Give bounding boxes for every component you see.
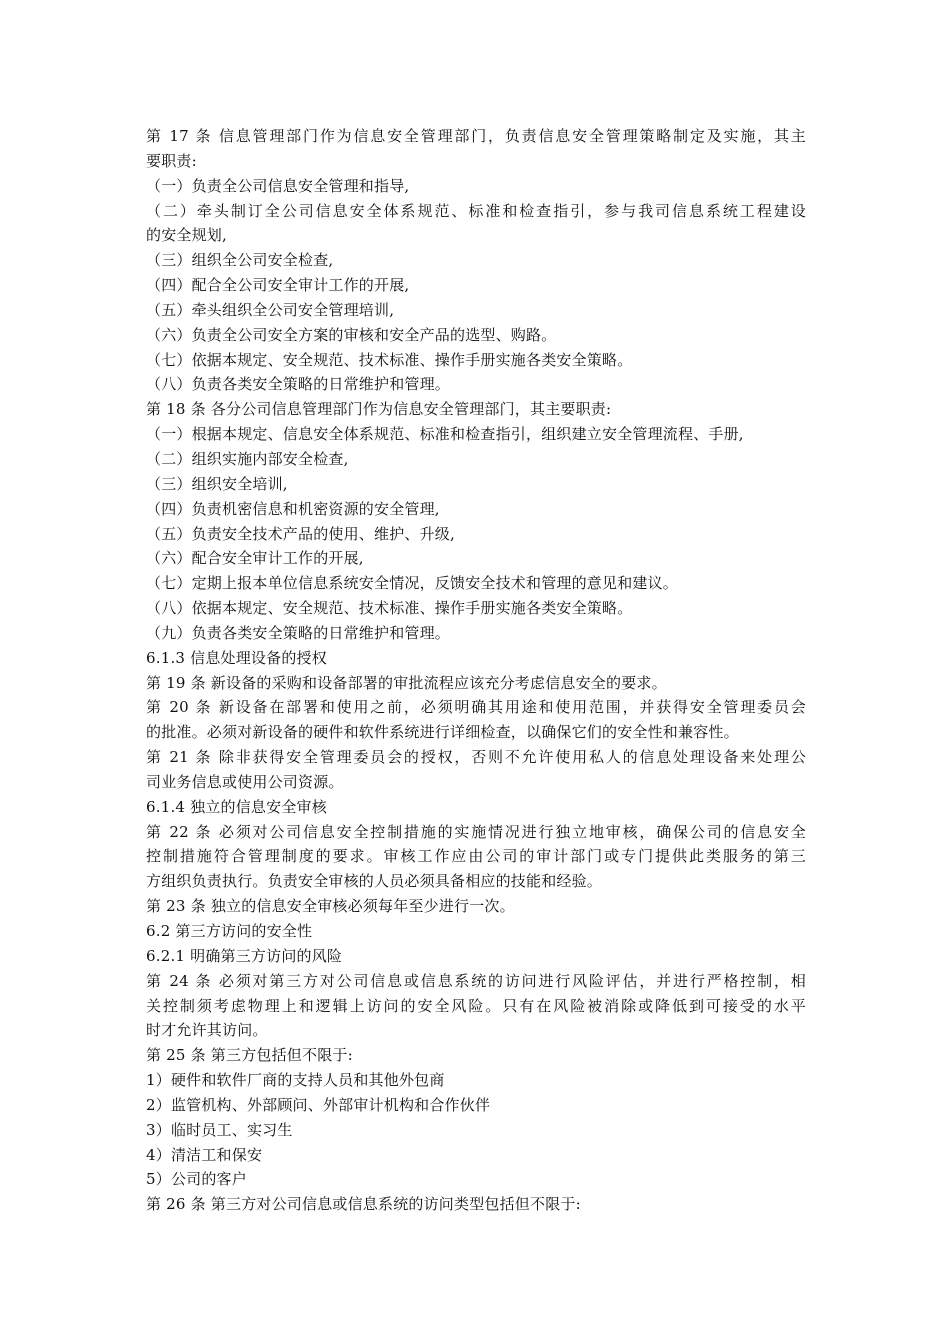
text-line: （一）负责全公司信息安全管理和指导, bbox=[146, 176, 410, 195]
section-heading: 6.2.1 明确第三方访问的风险 bbox=[146, 946, 343, 965]
text-line: （二）牵头制订全公司信息安全体系规范、标准和检查指引，参与我司信息系统工程建设 bbox=[146, 201, 806, 220]
text-line: （一）根据本规定、信息安全体系规范、标准和检查指引，组织建立安全管理流程、手册, bbox=[146, 425, 744, 444]
text-line: （四）配合全公司安全审计工作的开展, bbox=[146, 276, 410, 295]
text-line: （八）负责各类安全策略的日常维护和管理。 bbox=[146, 375, 451, 394]
text-line: 司业务信息或使用公司资源。 bbox=[146, 772, 344, 791]
text-line: 第 21 条 除非获得安全管理委员会的授权，否则不允许使用私人的信息处理设备来处理公 bbox=[146, 748, 806, 767]
text-line: （五）负责安全技术产品的使用、维护、升级, bbox=[146, 524, 455, 543]
section-heading: 6.2 第三方访问的安全性 bbox=[146, 922, 313, 940]
text-line: （五）牵头组织全公司安全管理培训, bbox=[146, 300, 395, 319]
text-line: 第 24 条 必须对第三方对公司信息或信息系统的访问进行风险评估，并进行严格控制，相 bbox=[146, 971, 806, 990]
text-line: 第 23 条 独立的信息安全审核必须每年至少进行一次。 bbox=[146, 897, 515, 916]
text-line: （八）依据本规定、安全规范、技术标准、操作手册实施各类安全策略。 bbox=[146, 599, 633, 618]
text-line: （七）依据本规定、安全规范、技术标准、操作手册实施各类安全策略。 bbox=[146, 350, 633, 369]
list-item: 2）监管机构、外部顾问、外部审计机构和合作伙伴 bbox=[146, 1095, 491, 1114]
text-line: 的批准。必须对新设备的硬件和软件系统进行详细检查，以确保它们的安全性和兼容性。 bbox=[146, 723, 739, 742]
document-body bbox=[146, 124, 806, 1217]
text-line: 控制措施符合管理制度的要求。审核工作应由公司的审计部门或专门提供此类服务的第三 bbox=[146, 847, 806, 866]
text-line: 第 17 条 信息管理部门作为信息安全管理部门，负责信息安全管理策略制定及实施，其主 bbox=[146, 127, 806, 145]
text-line: （三）组织安全培训, bbox=[146, 474, 288, 493]
section-heading: 6.1.4 独立的信息安全审核 bbox=[146, 797, 327, 816]
text-line: 第 19 条 新设备的采购和设备部署的审批流程应该充分考虑信息安全的要求。 bbox=[146, 673, 667, 692]
text-line: （三）组织全公司安全检查, bbox=[146, 251, 334, 270]
text-line: 第 20 条 新设备在部署和使用之前，必须明确其用途和使用范围，并获得安全管理委员会 bbox=[146, 698, 806, 717]
text-line: 要职责: bbox=[146, 151, 197, 170]
text-line: （四）负责机密信息和机密资源的安全管理, bbox=[146, 499, 440, 518]
text-line: 方组织负责执行。负责安全审核的人员必须具备相应的技能和经验。 bbox=[146, 872, 603, 891]
list-item: 3）临时员工、实习生 bbox=[146, 1120, 293, 1139]
list-item: 4）清洁工和保安 bbox=[146, 1145, 263, 1164]
text-line: （六）负责全公司安全方案的审核和安全产品的选型、购路。 bbox=[146, 325, 557, 344]
text-line: 第 22 条 必须对公司信息安全控制措施的实施情况进行独立地审核，确保公司的信息安全 bbox=[146, 822, 806, 841]
text-line: 第 26 条 第三方对公司信息或信息系统的访问类型包括但不限于: bbox=[146, 1195, 581, 1214]
list-item: 5）公司的客户 bbox=[146, 1170, 247, 1189]
list-item: 1）硬件和软件厂商的支持人员和其他外包商 bbox=[146, 1071, 445, 1090]
text-line: （六）配合安全审计工作的开展, bbox=[146, 549, 364, 568]
text-line: 第 25 条 第三方包括但不限于: bbox=[146, 1046, 353, 1065]
text-line: 时才允许其访问。 bbox=[146, 1021, 268, 1040]
text-line: （九）负责各类安全策略的日常维护和管理。 bbox=[146, 623, 451, 642]
text-line: （二）组织实施内部安全检查, bbox=[146, 449, 349, 468]
text-line: 的安全规划, bbox=[146, 226, 227, 245]
text-line: 第 18 条 各分公司信息管理部门作为信息安全管理部门，其主要职责: bbox=[146, 400, 612, 419]
text-line: （七）定期上报本单位信息系统安全情况，反馈安全技术和管理的意见和建议。 bbox=[146, 574, 679, 593]
section-heading: 6.1.3 信息处理设备的授权 bbox=[146, 648, 327, 667]
text-line: 关控制须考虑物理上和逻辑上访问的安全风险。只有在风险被消除或降低到可接受的水平 bbox=[146, 996, 806, 1015]
